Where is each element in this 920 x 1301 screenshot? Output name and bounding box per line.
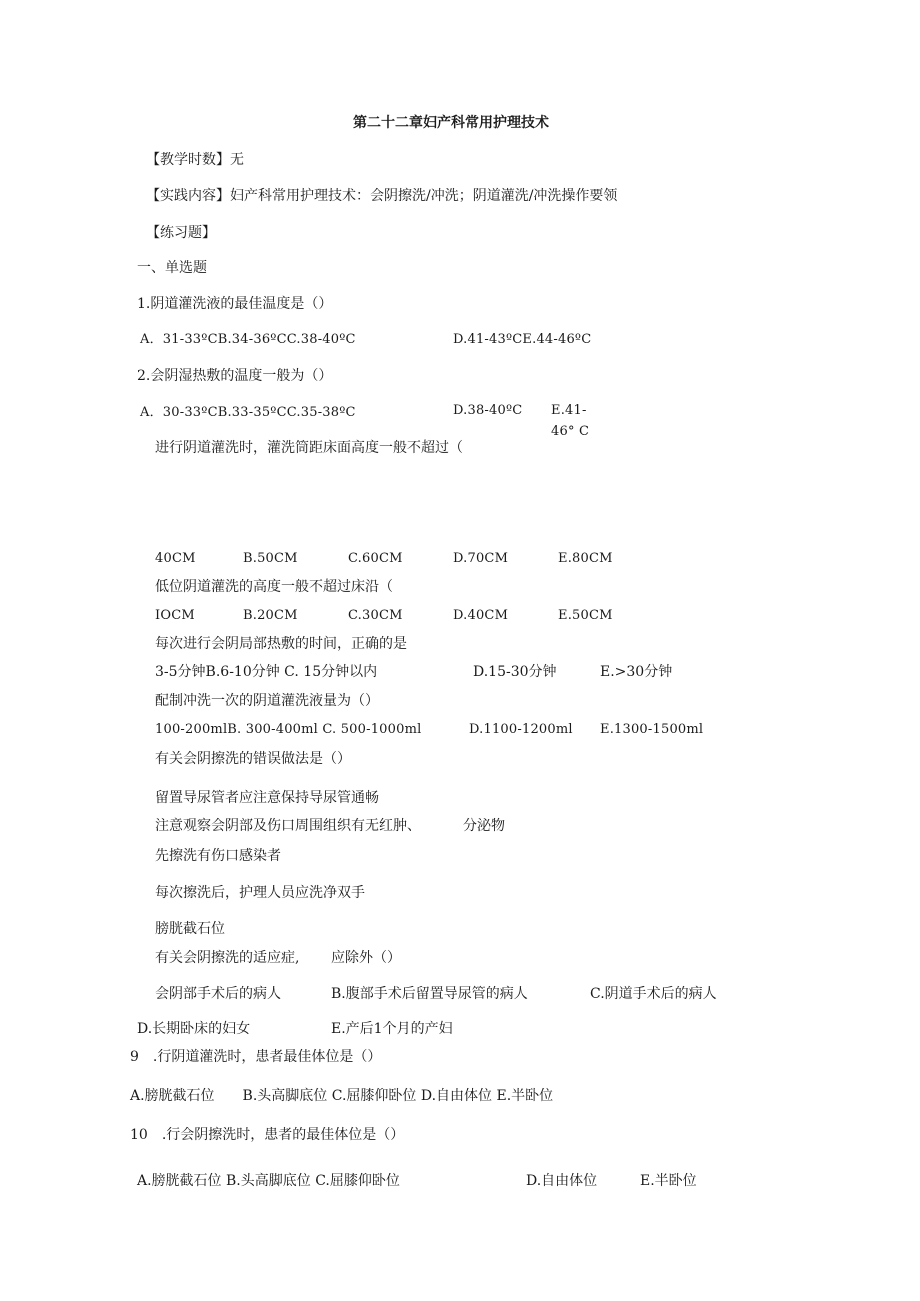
question-4-stem: 低位阴道灌洗的高度一般不超过床沿（	[155, 579, 393, 595]
question-7-stem: 有关会阴擦洗的错误做法是（）	[155, 751, 351, 767]
section-heading-single-choice: 一、单选题	[137, 260, 207, 276]
question-6-option-d: D.1100-1200ml	[469, 722, 573, 737]
question-3-option-a: 40CM	[155, 551, 196, 566]
question-8-stem-cont: 应除外（）	[331, 950, 401, 966]
question-4-option-e: E.50CM	[558, 608, 613, 623]
question-3-option-b: B.50CM	[243, 551, 298, 566]
question-7-option-2: 注意观察会阴部及伤口周围组织有无红肿、	[155, 818, 421, 834]
question-10-stem: 10 .行会阴擦洗时，患者的最佳体位是（）	[130, 1127, 405, 1143]
question-5-option-e: E.>30分钟	[600, 664, 673, 680]
question-9-stem: 9 .行阴道灌洗时，患者最佳体位是（）	[130, 1049, 382, 1065]
question-4-option-c: C.30CM	[348, 608, 403, 623]
question-10-option-d: D.自由体位	[526, 1173, 598, 1189]
question-4-option-b: B.20CM	[243, 608, 298, 623]
question-8-option-b: B.腹部手术后留置导尿管的病人	[331, 986, 528, 1002]
question-6-option-e: E.1300-1500ml	[600, 722, 704, 737]
question-2-option-e-line1: E.41-	[551, 403, 587, 418]
question-2-options-abc: A．30-33ºCB.33-35ºCC.35-38ºC	[140, 405, 356, 420]
question-7-option-1: 留置导尿管者应注意保持导尿管通畅	[155, 790, 379, 806]
question-8-option-a: 会阴部手术后的病人	[155, 986, 281, 1002]
page-title: 第二十二章妇产科常用护理技术	[353, 115, 549, 131]
question-2-stem: 2.会阴湿热敷的温度一般为（）	[137, 368, 333, 384]
question-8-option-e: E.产后1个月的产妇	[331, 1021, 453, 1037]
question-3-option-e: E.80CM	[558, 551, 613, 566]
exercise-heading: 【练习题】	[146, 225, 216, 241]
question-9-options: A.膀胱截石位 B.头高脚底位 C.屈膝仰卧位 D.自由体位 E.半卧位	[130, 1088, 554, 1104]
question-3-stem: 进行阴道灌洗时，灌洗筒距床面高度一般不超过（	[155, 440, 463, 456]
question-10-option-e: E.半卧位	[640, 1173, 697, 1189]
question-3-option-d: D.70CM	[453, 551, 509, 566]
question-7-option-3: 先擦洗有伤口感染者	[155, 848, 281, 864]
question-3-option-c: C.60CM	[348, 551, 403, 566]
question-5-options-abc: 3-5分钟B.6-10分钟 C. 15分钟以内	[155, 664, 378, 680]
question-1-stem: 1.阴道灌洗液的最佳温度是（）	[137, 296, 333, 312]
question-1-options-de: D.41-43ºCE.44-46ºC	[453, 332, 592, 347]
question-8-option-d: D.长期卧床的妇女	[137, 1021, 251, 1037]
practice-content: 【实践内容】妇产科常用护理技术：会阴擦洗/冲洗；阴道灌洗/冲洗操作要领	[146, 188, 618, 204]
question-8-option-c: C.阴道手术后的病人	[590, 986, 717, 1002]
question-5-stem: 每次进行会阴局部热敷的时间，正确的是	[155, 636, 407, 652]
question-7-option-4: 每次擦洗后，护理人员应洗净双手	[155, 885, 365, 901]
question-7-option-5: 膀胱截石位	[155, 921, 225, 937]
question-7-option-2-cont: 分泌物	[463, 818, 505, 834]
question-2-option-e-line2: 46° C	[551, 424, 590, 439]
question-4-option-d: D.40CM	[453, 608, 509, 623]
question-6-options-abc: 100-200mlB. 300-400ml C. 500-1000ml	[155, 722, 422, 737]
question-5-option-d: D.15-30分钟	[473, 664, 557, 680]
question-2-option-d: D.38-40ºC	[453, 403, 523, 418]
question-1-options-abc: A．31-33ºCB.34-36ºCC.38-40ºC	[140, 332, 356, 347]
teaching-hours: 【教学时数】无	[146, 152, 244, 168]
question-4-option-a: IOCM	[155, 608, 195, 623]
question-8-stem: 有关会阴擦洗的适应症,	[155, 950, 300, 966]
question-6-stem: 配制冲洗一次的阴道灌洗液量为（）	[155, 693, 379, 709]
question-10-options-abc: A.膀胱截石位 B.头高脚底位 C.屈膝仰卧位	[137, 1173, 400, 1189]
